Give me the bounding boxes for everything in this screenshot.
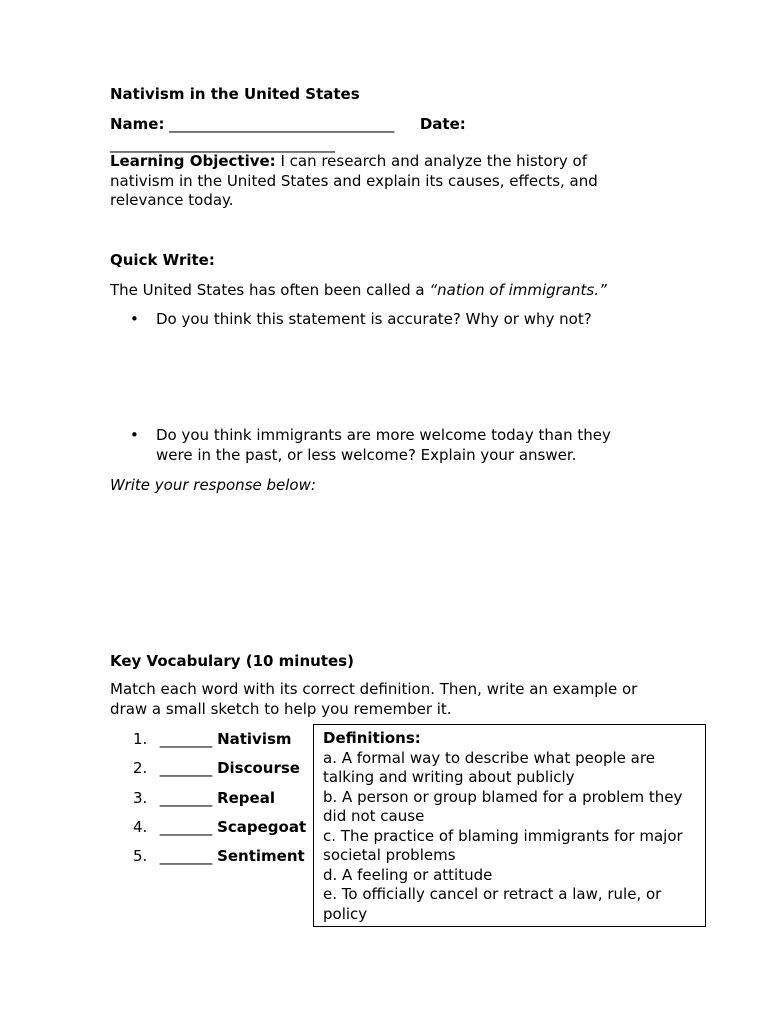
vocab-item <box>133 846 305 866</box>
vocab-number: 2. <box>133 759 148 777</box>
vocab-word: Sentiment <box>217 847 305 865</box>
vocab-blank: _______ <box>159 847 213 865</box>
quick-write-heading: Quick Write: <box>110 251 215 269</box>
vocab-number: 5. <box>133 847 148 865</box>
vocab-word: Scapegoat <box>217 818 307 836</box>
vocabulary-instructions: Match each word with its correct definition. Then, write an example or draw a small sketch to help you remember it. <box>110 680 638 718</box>
quick-write-bullet: Do you think immigrants are more welcome today than they were in the past, or less welcome? Explain your answer. <box>156 426 611 464</box>
name-label: Name: <box>110 115 165 133</box>
definitions-heading: Definitions: <box>323 729 421 747</box>
objective-text: I can research and analyze the history of nativism in the United States and explain its causes, effects, and relevance today. <box>110 152 598 209</box>
page-title: Nativism in the United States <box>110 85 360 103</box>
vocab-item <box>133 788 275 808</box>
name-blank: ______________________________ <box>169 115 395 133</box>
definition-item: a. A formal way to describe what people are talking and writing about publicly <box>323 748 655 786</box>
quick-write-intro <box>110 280 607 300</box>
vocab-number: 3. <box>133 789 148 807</box>
bullet-icon: • <box>130 310 139 328</box>
definition-item: b. A person or group blamed for a problem they did not cause <box>323 787 683 825</box>
vocab-item <box>133 758 300 778</box>
learning-objective <box>110 152 650 211</box>
name-date-row <box>110 114 466 134</box>
intro-prefix: The United States has often been called a <box>110 281 430 299</box>
vocab-blank: _______ <box>159 818 213 836</box>
quick-write-bullet: Do you think this statement is accurate? Why or why not? <box>156 310 592 328</box>
vocab-word: Discourse <box>217 759 300 777</box>
vocab-item <box>133 817 306 837</box>
vocabulary-heading: Key Vocabulary (10 minutes) <box>110 652 354 670</box>
vocab-blank: _______ <box>159 759 213 777</box>
vocab-blank: _______ <box>159 789 213 807</box>
vocab-blank: _______ <box>159 730 213 748</box>
intro-quote: “nation of immigrants.” <box>429 281 607 299</box>
vocab-item <box>133 729 292 749</box>
vocab-number: 4. <box>133 818 148 836</box>
vocab-number: 1. <box>133 730 148 748</box>
definition-item: c. The practice of blaming immigrants for major societal problems <box>323 826 683 864</box>
date-blank: ______________________________ <box>110 135 335 153</box>
response-prompt: Write your response below: <box>110 476 316 494</box>
vocab-word: Repeal <box>217 789 275 807</box>
definition-item: e. To officially cancel or retract a law, rule, or policy <box>323 885 662 923</box>
definition-item: d. A feeling or attitude <box>323 865 493 884</box>
vocab-word: Nativism <box>217 730 292 748</box>
date-label: Date: <box>419 115 466 133</box>
objective-label: Learning Objective: <box>110 152 276 170</box>
definitions-box <box>313 724 706 927</box>
bullet-icon: • <box>130 426 139 444</box>
